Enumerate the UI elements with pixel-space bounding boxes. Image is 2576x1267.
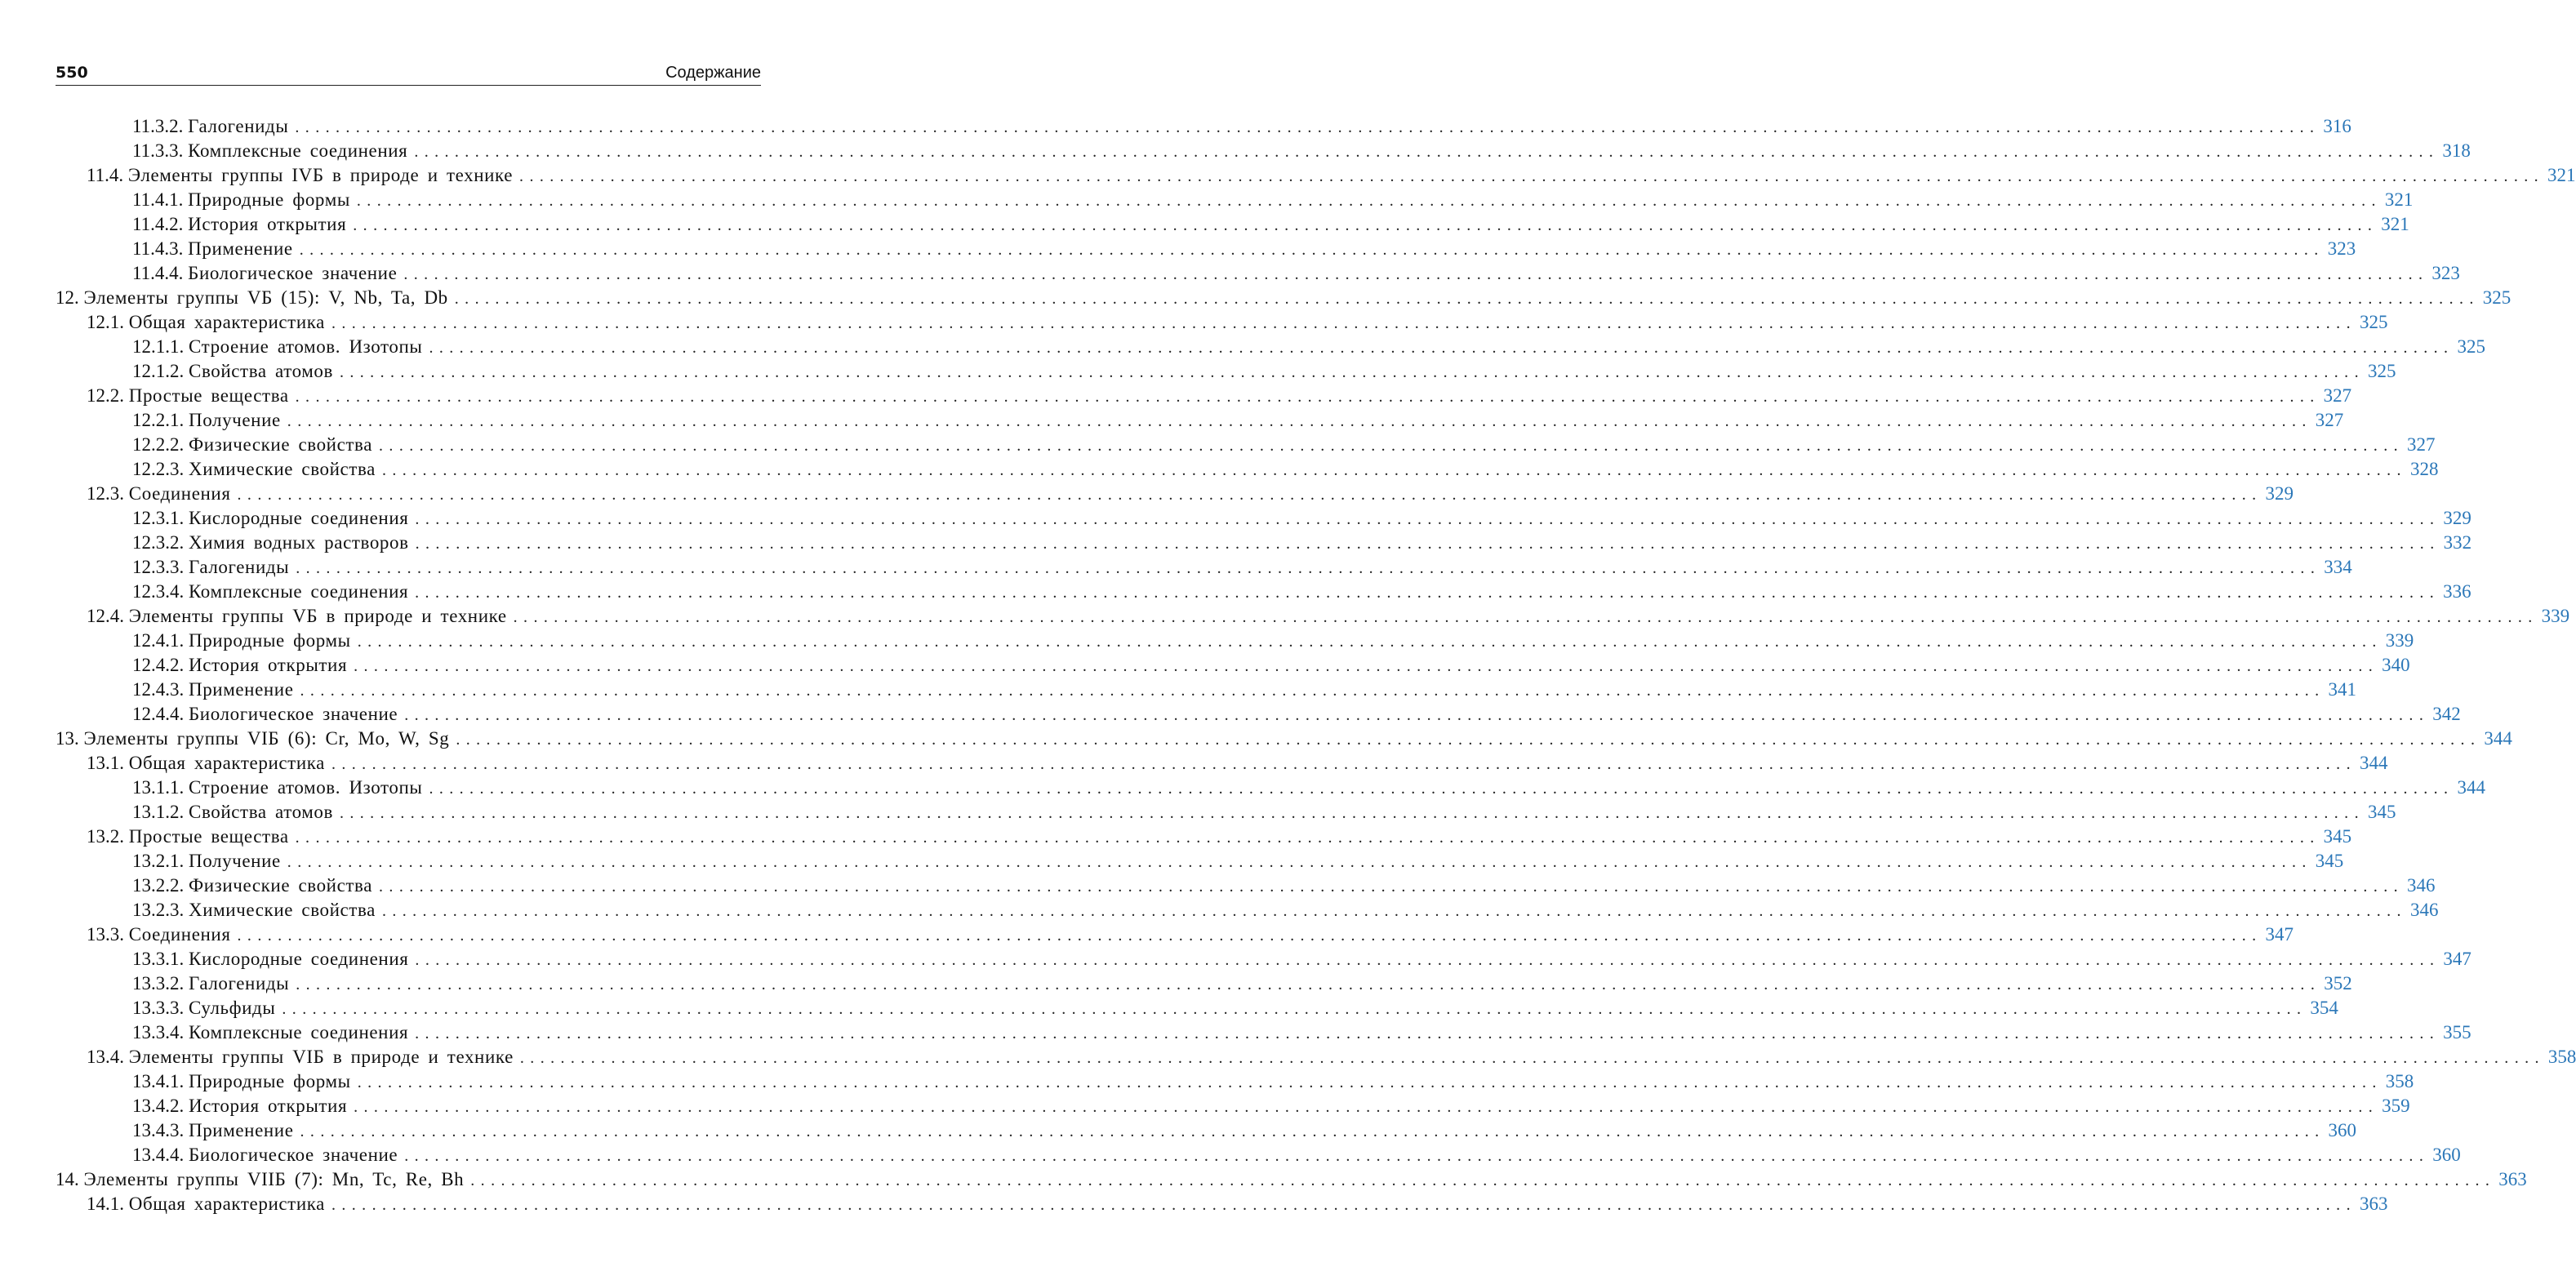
toc-entry[interactable] <box>132 188 2414 212</box>
toc-page-link[interactable]: 358 <box>2385 1071 2414 1091</box>
toc-page-link[interactable]: 316 <box>2323 116 2351 136</box>
dot-leader: ........................................................................................................................................................................................................ <box>331 1196 2356 1214</box>
toc-entry[interactable] <box>87 922 2294 947</box>
dot-leader: ........................................................................................................................................................................................................ <box>379 437 2405 455</box>
toc-entry-title: Элементы группы VIБ (6): Cr, Mo, W, Sg <box>83 728 450 749</box>
dot-leader: ........................................................................................................................................................................................................ <box>415 951 2440 969</box>
toc-entry-number: 13. <box>56 728 79 749</box>
toc-entry-title: Химия водных растворов <box>189 532 409 553</box>
toc-entry-number: 13.3.1. <box>132 949 185 969</box>
toc-entry[interactable] <box>56 286 2511 310</box>
toc-entry[interactable] <box>132 555 2352 580</box>
toc-entry-title: История открытия <box>189 1096 348 1116</box>
toc-entry-number: 12.3.1. <box>132 508 185 528</box>
toc-entry-title: История открытия <box>188 214 347 234</box>
toc-entry-number: 12.3.4. <box>132 581 185 602</box>
toc-entry[interactable] <box>56 727 2512 751</box>
toc-entry-number: 14.1. <box>87 1194 124 1214</box>
dot-leader: ........................................................................................................................................................................................................ <box>287 853 2312 871</box>
toc-entry-number: 13.3.3. <box>132 998 185 1018</box>
toc-page-link[interactable]: 360 <box>2432 1145 2461 1165</box>
toc-entry-title: Применение <box>189 679 294 700</box>
toc-entry-title: Кислородные соединения <box>189 508 409 528</box>
dot-leader: ........................................................................................................................................................................................................ <box>282 1000 2307 1018</box>
dot-leader: ........................................................................................................................................................................................................ <box>296 976 2321 994</box>
toc-entry-title: Общая характеристика <box>128 1194 325 1214</box>
toc-page-link[interactable]: 340 <box>2382 655 2410 675</box>
toc-entry-number: 13.4.1. <box>132 1071 185 1091</box>
toc-page-link[interactable]: 327 <box>2315 410 2344 430</box>
toc-entry-title: Сульфиды <box>189 998 276 1018</box>
toc-entry-number: 13.2. <box>87 826 124 847</box>
toc-entry[interactable] <box>87 1192 2388 1216</box>
toc-page-link[interactable]: 329 <box>2443 508 2471 528</box>
toc-entry[interactable] <box>132 457 2439 482</box>
dot-leader: ........................................................................................................................................................................................................ <box>429 780 2454 798</box>
toc-entry-title: Биологическое значение <box>189 704 398 724</box>
toc-entry[interactable] <box>132 335 2485 359</box>
toc-entry[interactable] <box>87 384 2352 408</box>
toc-entry[interactable] <box>132 653 2410 678</box>
dot-leader: ........................................................................................................................................................................................................ <box>287 412 2312 430</box>
toc-entry[interactable] <box>87 1045 2576 1069</box>
toc-entry[interactable] <box>132 212 2409 237</box>
toc-page-link[interactable]: 327 <box>2407 434 2436 455</box>
toc-entry-number: 11.4.3. <box>132 238 184 259</box>
toc-page-link[interactable]: 339 <box>2385 630 2414 651</box>
toc-entry-number: 13.4.4. <box>132 1145 185 1165</box>
dot-leader: ........................................................................................................................................................................................................ <box>379 878 2405 896</box>
toc-entry[interactable] <box>132 580 2471 604</box>
toc-entry-title: Строение атомов. Изотопы <box>189 336 423 357</box>
toc-entry[interactable] <box>132 1069 2414 1094</box>
toc-page-link[interactable]: 345 <box>2367 802 2396 822</box>
toc-entry[interactable] <box>132 237 2356 261</box>
page-header <box>56 62 761 86</box>
dot-leader: ........................................................................................................................................................................................................ <box>295 388 2320 406</box>
dot-leader: ........................................................................................................................................................................................................ <box>381 461 2407 479</box>
toc-page-link[interactable]: 355 <box>2443 1022 2471 1042</box>
toc-page-link[interactable]: 323 <box>2327 238 2356 259</box>
toc-entry-number: 13.3.4. <box>132 1022 185 1042</box>
toc-page-link[interactable]: 321 <box>2381 214 2409 234</box>
dot-leader: ........................................................................................................................................................................................................ <box>381 902 2407 920</box>
toc-page-link[interactable]: 325 <box>2482 287 2511 308</box>
toc-page-link[interactable]: 346 <box>2407 875 2436 896</box>
toc-entry[interactable] <box>87 482 2294 506</box>
toc-entry-number: 12.3.2. <box>132 532 185 553</box>
dot-leader: ........................................................................................................................................................................................................ <box>513 608 2538 626</box>
toc-page-link[interactable]: 329 <box>2265 483 2294 504</box>
toc-entry-number: 13.1. <box>87 753 124 773</box>
toc-entry-title: Галогениды <box>189 557 290 577</box>
toc-entry-number: 12.1.1. <box>132 336 185 357</box>
toc-page-link[interactable]: 332 <box>2443 532 2472 553</box>
toc-page-link[interactable]: 363 <box>2359 1194 2388 1214</box>
toc-page-link[interactable]: 334 <box>2324 557 2352 577</box>
toc-page-link[interactable]: 347 <box>2265 924 2294 945</box>
toc-entry-number: 13.2.3. <box>132 900 185 920</box>
toc-entry[interactable] <box>132 261 2460 286</box>
toc-page-link[interactable]: 339 <box>2541 606 2570 626</box>
dot-leader: ........................................................................................................................................................................................................ <box>404 706 2430 724</box>
toc-entry-number: 12.3. <box>87 483 124 504</box>
toc-entry[interactable] <box>132 776 2485 800</box>
dot-leader: ........................................................................................................................................................................................................ <box>296 559 2321 577</box>
toc-entry-title: Галогениды <box>189 973 290 994</box>
toc-entry-title: История открытия <box>189 655 348 675</box>
toc-entry[interactable] <box>132 506 2471 531</box>
dot-leader: ........................................................................................................................................................................................................ <box>339 363 2365 381</box>
dot-leader: ........................................................................................................................................................................................................ <box>331 314 2356 332</box>
toc-page-link[interactable]: 358 <box>2547 1047 2576 1067</box>
toc-entry-title: Комплексные соединения <box>188 140 408 161</box>
dot-leader: ........................................................................................................................................................................................................ <box>295 829 2320 847</box>
toc-page-link[interactable]: 336 <box>2443 581 2471 602</box>
toc-page-link[interactable]: 328 <box>2409 459 2439 479</box>
toc-entry-title: Биологическое значение <box>188 263 398 283</box>
toc-entry[interactable] <box>132 408 2344 433</box>
toc-page-link[interactable]: 359 <box>2382 1096 2410 1116</box>
toc-entry-title: Физические свойства <box>189 875 373 896</box>
dot-leader: ........................................................................................................................................................................................................ <box>354 1098 2379 1116</box>
toc-entry-title: Свойства атомов <box>189 361 333 381</box>
toc-entry[interactable] <box>87 825 2352 849</box>
toc-entry[interactable] <box>56 1167 2527 1192</box>
toc-entry-number: 12.4.3. <box>132 679 185 700</box>
toc-page-link[interactable]: 344 <box>2457 777 2485 798</box>
toc-entry[interactable] <box>132 1094 2410 1118</box>
toc-entry[interactable] <box>132 874 2436 898</box>
toc-entry-number: 13.2.1. <box>132 851 185 871</box>
toc-page-link[interactable]: 325 <box>2367 361 2396 381</box>
toc-entry-title: Природные формы <box>189 1071 351 1091</box>
toc-entry[interactable] <box>132 433 2436 457</box>
dot-leader: ........................................................................................................................................................................................................ <box>456 731 2481 749</box>
toc-entry[interactable] <box>132 1118 2357 1143</box>
toc-entry[interactable] <box>132 359 2396 384</box>
dot-leader: ........................................................................................................................................................................................................ <box>429 339 2454 357</box>
dot-leader: ........................................................................................................................................................................................................ <box>300 1123 2325 1140</box>
toc-entry-number: 11.4. <box>87 165 124 185</box>
toc-page-link[interactable]: 325 <box>2359 312 2388 332</box>
toc-entry-number: 11.3.2. <box>132 116 184 136</box>
toc-entry[interactable] <box>132 702 2461 727</box>
dot-leader: ........................................................................................................................................................................................................ <box>415 510 2440 528</box>
toc-entry[interactable] <box>132 849 2344 874</box>
toc-page-link[interactable]: 321 <box>2384 189 2414 210</box>
toc-entry-title: Природные формы <box>189 630 351 651</box>
toc-entry-number: 13.1.1. <box>132 777 185 798</box>
toc-entry[interactable] <box>132 898 2439 922</box>
toc-entry-number: 12.1.2. <box>132 361 185 381</box>
dot-leader: ........................................................................................................................................................................................................ <box>295 118 2320 136</box>
toc-page-link[interactable]: 321 <box>2547 165 2576 185</box>
toc-page-link[interactable]: 344 <box>2484 728 2512 749</box>
toc-entry[interactable] <box>87 751 2388 776</box>
toc-entry-title: Соединения <box>128 924 231 945</box>
toc-page-link[interactable]: 325 <box>2457 336 2485 357</box>
toc-entry-title: Элементы группы VБ (15): V, Nb, Ta, Db <box>83 287 448 308</box>
dot-leader: ........................................................................................................................................................................................................ <box>331 755 2356 773</box>
toc-page-link[interactable]: 342 <box>2432 704 2461 724</box>
toc-entry-title: Элементы группы VБ в природе и технике <box>128 606 507 626</box>
toc-entry-title: Элементы группы IVБ в природе и технике <box>127 165 514 185</box>
toc-entry[interactable] <box>87 604 2570 629</box>
table-of-contents <box>0 114 2576 1216</box>
dot-leader: ........................................................................................................................................................................................................ <box>403 265 2429 283</box>
dot-leader: ........................................................................................................................................................................................................ <box>519 167 2545 185</box>
toc-entry-title: Химические свойства <box>189 459 376 479</box>
dot-leader: ........................................................................................................................................................................................................ <box>404 1147 2430 1165</box>
toc-entry-number: 12.3.3. <box>132 557 185 577</box>
toc-entry-number: 12. <box>56 287 79 308</box>
toc-entry-title: Получение <box>189 851 281 871</box>
page-number: 550 <box>56 64 88 82</box>
toc-entry-title: Элементы группы VIБ в природе и технике <box>128 1047 514 1067</box>
toc-page-link[interactable]: 318 <box>2442 140 2471 161</box>
toc-entry-title: Химические свойства <box>189 900 376 920</box>
toc-entry-title: Получение <box>189 410 281 430</box>
toc-entry[interactable] <box>132 678 2357 702</box>
toc-entry-number: 13.2.2. <box>132 875 185 896</box>
toc-entry-number: 12.4.1. <box>132 630 185 651</box>
toc-page-link[interactable]: 347 <box>2443 949 2471 969</box>
toc-page-link[interactable]: 354 <box>2310 998 2338 1018</box>
dot-leader: ........................................................................................................................................................................................................ <box>454 290 2480 308</box>
toc-entry-title: Строение атомов. Изотопы <box>189 777 423 798</box>
dot-leader: ........................................................................................................................................................................................................ <box>299 241 2325 259</box>
toc-entry-number: 14. <box>56 1169 79 1189</box>
toc-entry[interactable] <box>132 1143 2461 1167</box>
toc-entry-number: 13.4. <box>87 1047 124 1067</box>
toc-entry[interactable] <box>132 971 2352 996</box>
toc-entry-number: 12.4.4. <box>132 704 185 724</box>
toc-page-link[interactable]: 352 <box>2324 973 2352 994</box>
toc-entry-number: 11.4.2. <box>132 214 184 234</box>
dot-leader: ........................................................................................................................................................................................................ <box>357 1074 2382 1091</box>
toc-entry-number: 12.2.3. <box>132 459 185 479</box>
toc-page-link[interactable]: 363 <box>2498 1169 2527 1189</box>
dot-leader: ........................................................................................................................................................................................................ <box>519 1049 2545 1067</box>
toc-entry-title: Галогениды <box>188 116 289 136</box>
toc-entry-number: 13.3.2. <box>132 973 185 994</box>
toc-entry-title: Кислородные соединения <box>189 949 409 969</box>
dot-leader: ........................................................................................................................................................................................................ <box>354 657 2379 675</box>
dot-leader: ........................................................................................................................................................................................................ <box>237 486 2262 504</box>
toc-entry-number: 12.2.2. <box>132 434 185 455</box>
toc-entry-number: 13.3. <box>87 924 124 945</box>
toc-entry-number: 11.4.1. <box>132 189 184 210</box>
dot-leader: ........................................................................................................................................................................................................ <box>470 1171 2496 1189</box>
toc-entry-number: 11.3.3. <box>132 140 184 161</box>
toc-entry-number: 12.1. <box>87 312 124 332</box>
toc-entry[interactable] <box>132 1020 2471 1045</box>
toc-entry[interactable] <box>132 947 2471 971</box>
toc-entry-title: Простые вещества <box>128 826 289 847</box>
toc-entry-title: Природные формы <box>188 189 350 210</box>
toc-entry-number: 13.4.3. <box>132 1120 185 1140</box>
dot-leader: ........................................................................................................................................................................................................ <box>353 216 2378 234</box>
toc-entry-number: 12.2.1. <box>132 410 185 430</box>
toc-entry[interactable] <box>87 310 2388 335</box>
toc-entry-title: Биологическое значение <box>189 1145 398 1165</box>
toc-entry-title: Применение <box>189 1120 294 1140</box>
toc-entry-title: Применение <box>188 238 293 259</box>
toc-entry[interactable] <box>132 629 2414 653</box>
dot-leader: ........................................................................................................................................................................................................ <box>415 1025 2440 1042</box>
running-title: Содержание <box>665 64 761 82</box>
toc-entry-number: 13.4.2. <box>132 1096 185 1116</box>
toc-entry[interactable] <box>132 139 2471 163</box>
toc-page-link[interactable]: 360 <box>2328 1120 2357 1140</box>
toc-page-link[interactable]: 344 <box>2359 753 2388 773</box>
toc-page-link[interactable]: 323 <box>2431 263 2460 283</box>
dot-leader: ........................................................................................................................................................................................................ <box>237 927 2262 945</box>
toc-page-link[interactable]: 345 <box>2315 851 2344 871</box>
toc-entry-number: 12.2. <box>87 385 124 406</box>
dot-leader: ........................................................................................................................................................................................................ <box>339 804 2365 822</box>
dot-leader: ........................................................................................................................................................................................................ <box>357 633 2382 651</box>
toc-entry[interactable] <box>132 800 2396 825</box>
toc-entry-number: 12.4.2. <box>132 655 185 675</box>
dot-leader: ........................................................................................................................................................................................................ <box>415 584 2440 602</box>
toc-entry-title: Комплексные соединения <box>189 581 409 602</box>
toc-entry-title: Соединения <box>128 483 231 504</box>
toc-entry-title: Общая характеристика <box>128 312 325 332</box>
toc-entry-title: Элементы группы VIIБ (7): Mn, Tc, Re, Bh <box>83 1169 465 1189</box>
toc-page-link[interactable]: 346 <box>2409 900 2439 920</box>
toc-entry[interactable] <box>132 531 2472 555</box>
toc-entry-title: Физические свойства <box>189 434 373 455</box>
dot-leader: ........................................................................................................................................................................................................ <box>414 143 2440 161</box>
toc-entry-title: Простые вещества <box>128 385 289 406</box>
toc-entry-title: Общая характеристика <box>128 753 325 773</box>
dot-leader: ........................................................................................................................................................................................................ <box>356 192 2382 210</box>
dot-leader: ........................................................................................................................................................................................................ <box>300 682 2325 700</box>
toc-entry[interactable] <box>87 163 2576 188</box>
toc-entry-title: Комплексные соединения <box>189 1022 409 1042</box>
toc-page-link[interactable]: 327 <box>2323 385 2352 406</box>
toc-entry-number: 12.4. <box>87 606 124 626</box>
toc-entry[interactable] <box>132 114 2351 139</box>
toc-entry-number: 13.1.2. <box>132 802 185 822</box>
toc-entry-title: Свойства атомов <box>189 802 333 822</box>
toc-page-link[interactable]: 345 <box>2323 826 2352 847</box>
dot-leader: ........................................................................................................................................................................................................ <box>415 535 2440 553</box>
toc-entry[interactable] <box>132 996 2338 1020</box>
toc-entry-number: 11.4.4. <box>132 263 184 283</box>
toc-page-link[interactable]: 341 <box>2328 679 2357 700</box>
